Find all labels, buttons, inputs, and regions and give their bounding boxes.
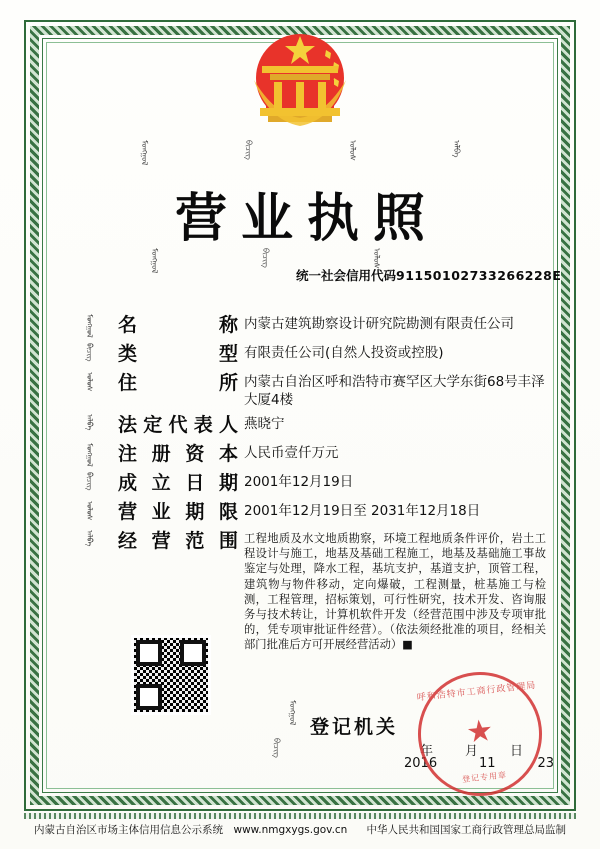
- footer: [34, 822, 566, 837]
- field-value-business-scope: 工程地质及水文地质勘察，环境工程地质条件评价，岩土工程设计与施工，地基及基础工程施工，地基及基础施工事故鉴定与处理，降水工程，基坑支护，基道支护，顶管工程，建筑物与物件移动，定向爆破，工程测量，桩基施工与检测，工程管理，招标策划，可行性研究，技术开发、咨询服务与技术转让，计算机软件开发（经营范围中涉及专项审批的，凭专项审批证件经营）。（依法须经批准的项目，经相关部门批准后方可开展经营活动）■: [244, 532, 546, 652]
- field-mongolian-label: [60, 370, 118, 396]
- footer-divider: [24, 813, 576, 819]
- label-char: 注: [118, 443, 138, 465]
- field-row-type: [60, 341, 546, 367]
- field-value-legal-representative: 燕晓宁: [244, 416, 285, 432]
- field-row-legal-representative: [60, 412, 546, 438]
- mongolian-mark: ᠮᠣᠩᠭᠣᠯ: [150, 248, 159, 274]
- label-char: 定: [143, 414, 163, 436]
- issue-year: 2016: [404, 756, 438, 771]
- mongolian-mark: ᠪᠢᠴᠢᠭ: [84, 472, 94, 491]
- mongolian-mark: ᠤᠯᠤᠰ: [84, 372, 94, 392]
- label-char: 立: [151, 472, 171, 494]
- label-char: 营: [118, 501, 138, 523]
- field-value-registered-capital: 人民币壹仟万元: [244, 445, 339, 461]
- label-char: 资: [185, 443, 205, 465]
- field-row-address: [60, 370, 546, 409]
- field-row-name: [60, 312, 546, 338]
- label-char: 成: [118, 472, 138, 494]
- label-char: 住: [118, 372, 138, 394]
- field-value-term: 2001年12月19日至 2031年12月18日: [244, 503, 481, 519]
- label-char: 围: [218, 530, 238, 552]
- qr-code[interactable]: [132, 636, 210, 714]
- credit-code-label: 统一社会信用代码: [296, 268, 397, 283]
- field-label-name: [118, 312, 244, 338]
- footer-right-text: 中华人民共和国国家工商行政管理总局监制: [366, 824, 566, 836]
- field-label-term: [118, 499, 244, 525]
- field-label-business-scope: [118, 528, 244, 554]
- mongolian-mark: ᠮᠣᠩᠭᠣᠯ: [84, 443, 94, 467]
- label-char: 限: [218, 501, 238, 523]
- field-label-registered-capital: [118, 441, 244, 467]
- field-row-business-scope: [60, 528, 546, 653]
- mongolian-mark: ᠮᠣᠩᠭᠣᠯ: [84, 314, 94, 338]
- label-char: 型: [218, 343, 238, 365]
- label-char: 所: [218, 372, 238, 394]
- field-row-registered-capital: [60, 441, 546, 467]
- issue-month: 11: [479, 756, 496, 771]
- field-row-establish-date: [60, 470, 546, 496]
- field-mongolian-label: [60, 441, 118, 467]
- footer-left-text: 内蒙古自治区市场主体信用信息公示系统 www.nmgxygs.gov.cn: [34, 824, 348, 836]
- mongolian-mark: ᠤᠯᠤᠰ: [372, 248, 381, 269]
- label-char: 法: [118, 414, 138, 436]
- field-label-legal-representative: [118, 412, 244, 438]
- mongolian-mark: ᠠᠯᠪᠠ: [84, 530, 94, 547]
- field-mongolian-label: [60, 412, 118, 438]
- mongolian-mark-date: ᠪᠢᠴᠢᠭ: [272, 738, 281, 758]
- field-mongolian-label: [60, 528, 118, 554]
- field-label-address: [118, 370, 244, 396]
- label-char: 名: [118, 314, 138, 336]
- issue-day: 23: [537, 756, 554, 771]
- label-char: 日: [185, 472, 205, 494]
- label-char: 称: [218, 314, 238, 336]
- seal-top-text: 呼和浩特市工商行政管理局: [416, 680, 537, 704]
- field-mongolian-label: [60, 470, 118, 496]
- credit-code-value: 91150102733266228E: [396, 268, 562, 283]
- label-char: 经: [118, 530, 138, 552]
- field-mongolian-label: [60, 341, 118, 367]
- mongolian-mark: ᠪᠢᠴᠢᠭ: [84, 343, 94, 362]
- label-char: 期: [185, 501, 205, 523]
- label-char: 类: [118, 343, 138, 365]
- seal-bottom-text: 登记专用章: [461, 770, 508, 785]
- field-value-type: 有限责任公司(自然人投资或控股): [244, 345, 444, 361]
- mongolian-mark: ᠤᠯᠤᠰ: [84, 501, 94, 521]
- field-list: [60, 312, 546, 656]
- field-value-address: 内蒙古自治区呼和浩特市赛罕区大学东街68号丰泽大厦4楼: [244, 374, 545, 408]
- label-char: 表: [193, 414, 213, 436]
- field-label-establish-date: [118, 470, 244, 496]
- mongolian-script-row-top: [140, 140, 460, 174]
- mongolian-mark: ᠠᠯᠪᠠ: [84, 414, 94, 431]
- label-char: 营: [151, 530, 171, 552]
- field-mongolian-label: [60, 499, 118, 525]
- mongolian-mark: ᠠᠯᠪᠠ: [452, 140, 461, 158]
- field-label-type: [118, 341, 244, 367]
- star-icon: ★: [464, 712, 495, 751]
- label-char: 册: [151, 443, 171, 465]
- national-emblem-icon: [240, 22, 360, 134]
- label-char: 人: [218, 414, 238, 436]
- mongolian-mark: ᠪᠢᠴᠢᠭ: [261, 248, 270, 268]
- field-row-term: [60, 499, 546, 525]
- field-value-name: 内蒙古建筑勘察设计研究院勘测有限责任公司: [244, 316, 514, 332]
- mongolian-mark-authority: ᠮᠣᠩᠭᠣᠯ: [288, 700, 297, 726]
- label-char: 代: [168, 414, 188, 436]
- label-char: 范: [185, 530, 205, 552]
- issue-date-line: 年 月 日: [420, 744, 526, 759]
- mongolian-mark: ᠮᠣᠩᠭᠣᠯ: [140, 140, 149, 166]
- field-value-establish-date: 2001年12月19日: [244, 474, 354, 490]
- registry-authority-label: 登记机关: [310, 716, 399, 738]
- field-mongolian-label: [60, 312, 118, 338]
- label-char: 业: [151, 501, 171, 523]
- mongolian-mark: ᠪᠢᠴᠢᠭ: [244, 140, 253, 160]
- credit-code-line: [296, 266, 561, 284]
- label-char: 期: [218, 472, 238, 494]
- document-title: 营业执照: [174, 189, 439, 249]
- mongolian-mark: ᠤᠯᠤᠰ: [348, 140, 357, 161]
- label-char: 本: [218, 443, 238, 465]
